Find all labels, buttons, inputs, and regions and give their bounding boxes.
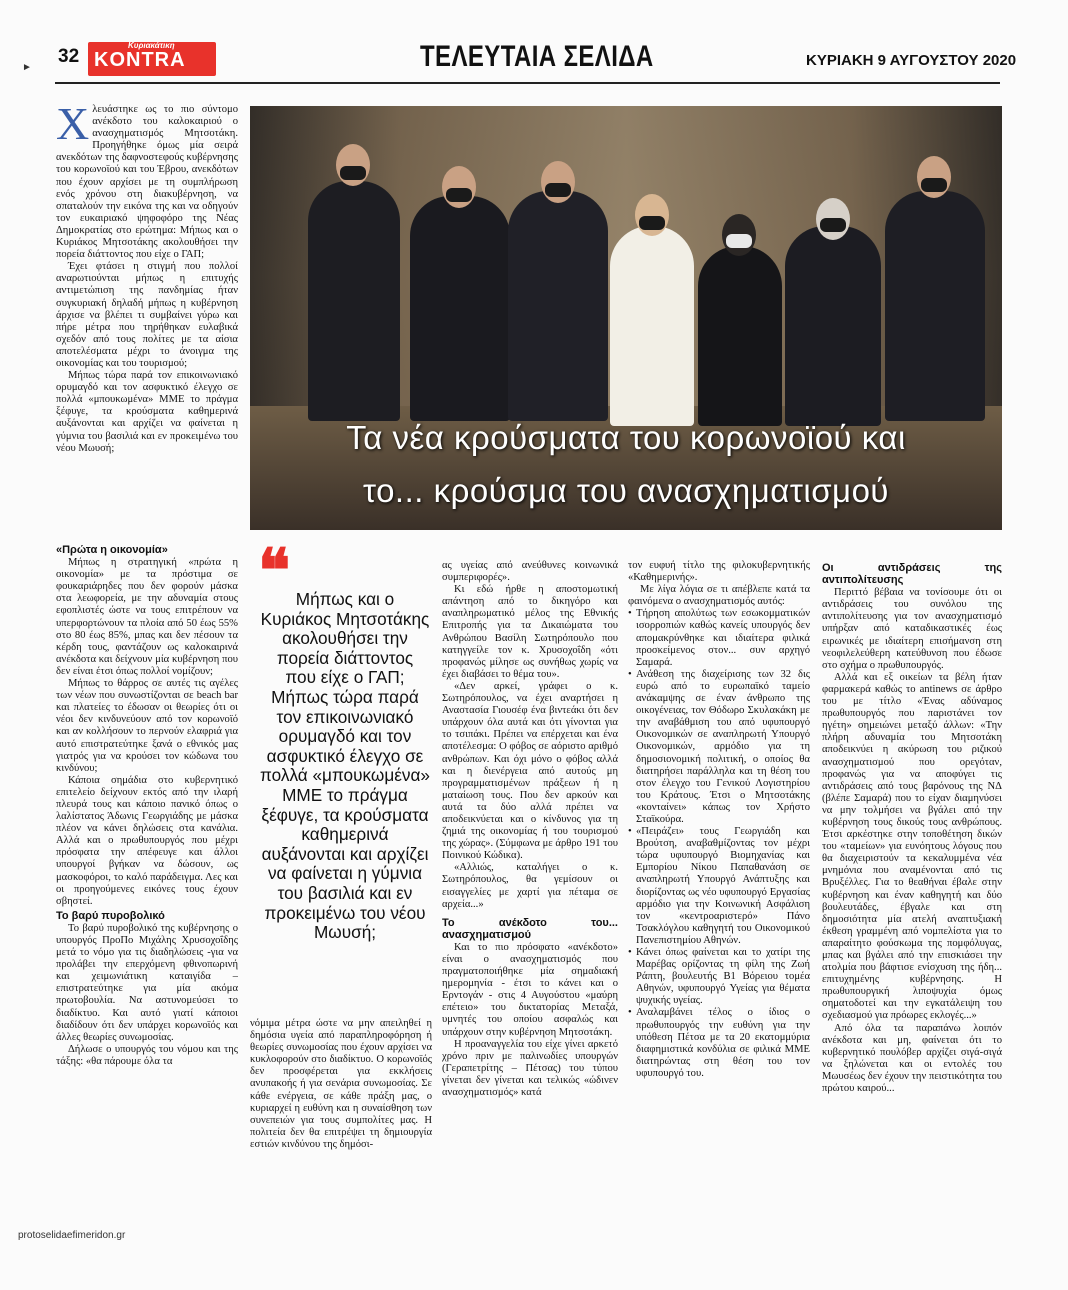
col1-paragraph-6: Κάποια σημάδια στο κυβερνητικό επιτελείο δείχνουν εκτός από την ιλαρή πλευρά τους και κάποιο πανικό όπως ο λαλίστατος Άδωνις Γεωργιάδης με μάσκα πλέον να κάνει δηλώσεις στα κανάλια. Αλλά και ο πρωθυπουργός που μέχρι πρόσφατα την απέφευγε και άλλοι υπουργοί βγήκαν να δώσουν, ως μασκοφόροι, το καλό παράδειγμα. Λες και οι προηγούμενες εικόνες τους έχουν σβηστεί. <box>56 774 238 907</box>
person-1 <box>308 181 400 421</box>
col3-paragraph-3: «Δεν αρκεί, γράφει ο κ. Σωτηρόπουλος, να έχει αναρτήσει η Αναστασία Γιουσέφ ένα βιντεάκι ότι δεν υπάρχουν όλα αυτά και ότι γίνονται για το τσιπάκι. Πρέπει να επέρχεται και ένα αποτέλεσμα: Ο φόβος σε αόριστο αριθμό ανθρώπων. Και όχι μόνο ο φόβος αλλά και η διενέργεια από αυτούς μη προγραμματισμένων πράξεων ή η ματαίωση τους. Που δεν αρκούν και αυτά τα δύο αλλά πρέπει να αποδεικνύεται και ο κίνδυνος για τη ζημιά της οικονομίας ή του τουρισμού της χώρας». (Σύμφωνα με άρθρο 191 του Ποινικού Κώδικα). <box>442 680 618 862</box>
subhead-opposition-reactions: Οι αντιδράσεις της αντιπολίτευσης <box>822 562 1002 587</box>
column-3 <box>442 560 618 1210</box>
col4-bullet-5: • Αναλαμβάνει τέλος ο ίδιος ο πρωθυπουργός την ευθύνη για την υπόθεση Πέτσα με τα 20 εκατομμύρια διαφημιστικά κονδύλια σε φιλικά ΜΜΕ διατηρώντας στη θέση του τον υφυπουργό του. <box>628 1007 810 1080</box>
person-7 <box>885 191 985 421</box>
person-5-mask <box>726 234 752 248</box>
col2-paragraph: νόμιμα μέτρα ώστε να μην απειληθεί η δημόσια υγεία από παραπληροφόρηση ή θεωρίες συνωμοσίας που έχουν αρχίσει να κυκλοφορούν στο διαδίκτυο. Ο κορωνοϊός δεν προσφέρεται για εκκλήσεις ανυπακοής ή για σενάρια συνωμοσίας. Σε κάθε ενέργεια, σε κάθε πράξη μας, ο κυριαρχεί η ευθύνη και η συναίσθηση των συνεπειών για τους συμπολίτες μας. Η πολιτεία δεν θα επιτρέψει τη δημιουργία εστιών κινδύνου της δημόσι- <box>250 1018 432 1150</box>
logo-small-text: Κυριακάτικη <box>128 41 175 50</box>
section-title: ΤΕΛΕΥΤΑΙΑ ΣΕΛΙΔΑ <box>420 40 654 73</box>
column-2-lower <box>250 1018 432 1198</box>
headline-line-2: το... κρούσμα του ανασχηματισμού <box>363 472 889 509</box>
source-site: protoselidaefimeridon.gr <box>18 1230 126 1241</box>
col4-bullet-2: • Ανάθεση της διαχείρισης των 32 δις ευρώ από το ευρωπαϊκό ταμείο ανάκαμψης σε έναν άνθρωπο της οικογένειας, τον Θόδωρο Σκυλακάκη με την αναβάθμιση του από υφυπουργό Οικονομικών σε αναπληρωτή Υπουργό Οικονομικών, αρμόδιο για τη δημοσιονομική πολιτική, ο οποίος θα διατηρήσει παράλληλα και τη θέση του στον έλεγχο του Γενικού Λογιστηρίου του Κράτους. Έτσι ο Μητσοτάκης «κονταίνει» κάπως τον Χρήστο Σταϊκούρα. <box>628 669 810 826</box>
person-3 <box>508 191 608 421</box>
kontra-logo <box>88 42 216 76</box>
pull-quote: Μήπως και ο Κυριάκος Μητσοτάκης ακολουθήσει την πορεία διάττοντος που είχε ο ΓΑΠ; Μήπως τώρα παρά τον επικοινωνιακό ορυμαγδό και τον ασφυκτικό έλεγχο σε πολλά «μπουκωμένα» ΜΜΕ το πράγμα ξέφυγε, τα κρούσματα καθημερινά αυξάνονται και αρχίζει να φαίνεται η γύμνια του βασιλιά και εν προκειμένω του νέου Μωυσή; <box>260 589 430 943</box>
issue-date: ΚΥΡΙΑΚΗ 9 ΑΥΓΟΥΣΤΟΥ 2020 <box>806 52 1017 69</box>
person-2-mask <box>446 188 472 202</box>
quote-mark-icon: ❝ <box>258 538 291 604</box>
col3-paragraph-2: Κι εδώ ήρθε η αποστομωτική απάντηση από το δικηγόρο και αναπληρωματικό μέλος της Εθνικής Επιτροπής για τα Δικαιώματα του Ανθρώπου Βασίλη Σωτηρόπουλο που κατηγγείλε τον κ. Χρυσοχοΐδη «ότι προφανώς μίλησε ως συνήθως χωρίς να έχει διαβάσει το θέμα του». <box>442 584 618 680</box>
person-5 <box>698 246 782 426</box>
col5-paragraph-2: Αλλά και εξ οικείων τα βέλη ήταν φαρμακερά καθώς το antinews σε άρθρο του με τίτλο «Ένας αδύναμος πρωθυπουργός που παριστάνει τον ηγέτη» σημειώνει μεταξύ άλλων: «Την πλήρη αδυναμία του Μητσοτάκη αποδεικνύει η ακύρωση του ριζικού ανασχηματισμού που ορεγόταν, προφανώς για να αποφύγει τις αντιδράσεις από τους βαρόνους της ΝΔ (βλέπε Σαμαρά) που το είχαν διαμηνύσει να μην τολμήσει να βγάλει από την κυβέρνηση τους δικούς τους ανθρώπους. Έτσι αρκέστηκε στην τοποθέτηση δικών του «ταμείων» για ευνόητους λόγους που θα διαχειριστούν τα κεκαλυμμένα νέα μνημόνια που αναμένονται από τις Βρυξέλλες. Για το θεαθήναι έβαλε στην κυβέρνηση και έναν καθηγητή και δύο βουλευτάδες, έβγαλε και στη δημοσιότητα μία ατελή αναπτυξιακή έκθεση γραμμένη από νομπελίστα για το απαραίτητο φούσκωμα της πομφόλυγας, μπας και βγάλει από την επισκιάσει την ατολμία που βάφτισε ενίσχυση της ήδη... επιτυχημένης κυβέρνησης. Η πρωθυπουργική λιποψυχία όμως σηματοδοτεί και την εγκατάλειψη του σχεδιασμού για πρόωρες εκλογές...» <box>822 671 1002 1022</box>
col3-paragraph-6: Η προαναγγελία του είχε γίνει αρκετό χρόνο πριν με παλινωδίες υπουργών (Γεραπετρίτης – Πέτσας) του τύπου γίνεται δεν γίνεται και τελικώς «ώδινεν ανασχηματισμός» κατά <box>442 1038 618 1099</box>
subhead-reshuffle-joke: Το ανέκδοτο του... ανασχηματισμού <box>442 916 618 941</box>
column-1-lower <box>56 542 238 1210</box>
column-4 <box>628 560 810 1210</box>
person-1-mask <box>340 166 366 180</box>
cabinet-photo <box>250 106 1002 530</box>
column-5 <box>822 560 1002 1210</box>
col1-paragraph-7: Το βαρύ πυροβολικό της κυβέρνησης ο υπουργός ΠροΠο Μιχάλης Χρυσοχοΐδης μετά το νόμο για τις διαδηλώσεις -για να προλάβει την επερχόμενη φθινοπωρινή και χειμωνιάτικη καταιγίδα – επιστρατεύτηκε για μία ακόμα πρωτοβουλία. Να αστυνομεύσει το διαδίκτυο. Και αυτό γιατί κάποιοι διαδίδουν ότι δεν υπάρχει κορωνοϊός και άλλες θεωρίες συνωμοσίας. <box>56 922 238 1043</box>
headline-line-1: Τα νέα κρούσματα του κορωνοϊού και <box>346 419 906 456</box>
col4-paragraph-1: τον ευφυή τίτλο της φιλοκυβερνητικής «Καθημερινής». <box>628 560 810 584</box>
page-number: 32 <box>58 46 80 67</box>
person-4 <box>610 226 694 426</box>
col4-paragraph-2: Με λίγα λόγια σε τι απέβλεπε κατά τα φαινόμενα ο ανασχηματισμός αυτός: <box>628 584 810 608</box>
col1-intro: λευάστηκε ως το πιο σύντομο ανέκδοτο του καλοκαιριού ο ανασχηματισμός Μητσοτάκη. Προηγήθηκε όμως μία σειρά ανεκδότων της δαφνοστεφούς κυβέρνησης του κορωνοϊού και του Έβρου, ανεκδότων που έχουν αρχίσει με τη συμπλήρωση ενός χρόνου στη διακυβέρνηση, να σπαταλούν την εικόνα της και να οδηγούν τον ευκαιριακό ψηφοφόρο της Νέας Δημοκρατίας στο ερώτημα: Μήπως και ο Κυριάκος Μητσοτάκης ακολουθήσει την πορεία διάττοντος που είχε ο ΓΑΠ; <box>56 104 238 261</box>
col3-paragraph-5: Και το πιο πρόσφατο «ανέκδοτο» είναι ο ανασχηματισμός που πραγματοποιήθηκε μία σημαδιακή ημερομηνία - έτσι το κάνει και ο Ερντογάν - στις 4 Αυγούστου «μαύρη επέτειο» του δικτατορίας Μεταξά, υμνητές του οποίου ασφαλώς και υπάρχουν στην κυβέρνηση Μητσοτάκη. <box>442 941 618 1038</box>
subhead-economy: «Πρώτα η οικονομία» <box>56 544 168 556</box>
column-1-upper <box>56 104 238 534</box>
col4-bullet-4: • Κάνει όπως φαίνεται και το χατίρι της Μαρέβας ορίζοντας τη φίλη της Ζωή Ράπτη, βουλευτής Β1 Βόρειου τομέα Αθηνών, υφυπουργό Υγείας για θέματα ψυχικής υγείας. <box>628 947 810 1007</box>
logo-main-text: KONTRA <box>94 49 186 71</box>
margin-arrow-icon: ► <box>22 62 32 73</box>
person-2 <box>410 196 510 421</box>
col3-paragraph-4: «Αλλιώς, καταλήγει ο κ. Σωτηρόπουλος, θα γεμίσουν οι εισαγγελίες με χαρτί για πέταμα σε αρχεία...» <box>442 862 618 910</box>
dropcap: Χ <box>56 104 90 149</box>
person-6-mask <box>820 218 846 232</box>
header-rule <box>55 82 1000 84</box>
col4-bullet-1: • Τήρηση απολύτως των εσωκομματικών ισορροπιών καθώς κανείς υπουργός δεν απομακρύνθηκε και ιδιαίτερα φιλικά προσκείμενος στον... συν αρχηγό Σαμαρά. <box>628 608 810 668</box>
subhead-heavy-artillery: Το βαρύ πυροβολικό <box>56 909 165 922</box>
col1-paragraph-3: Μήπως τώρα παρά τον επικοινωνιακό ορυμαγδό και τον ασφυκτικό έλεγχο σε πολλά «μπουκωμένα» ΜΜΕ το πράγμα ξέφυγε, τα κρούσματα καθημερινά αυξάνονται και αρχίζει να φαίνεται η γύμνια του βασιλιά και εν προκειμένω του νέου Μωυσή; <box>56 370 238 454</box>
person-7-mask <box>921 178 947 192</box>
person-6 <box>785 226 881 426</box>
col5-paragraph-1: Περιττό βέβαια να τονίσουμε ότι οι αντιδράσεις του συνόλου της αντιπολίτευσης για τον ανασχηματισμό υπήρξαν από καταδικαστικές έως ειρωνικές με ιδιαίτερη επισήμανση στη νεοφιλελεύθερη κατεύθυνση που έδωσε στο σχήμα ο πρωθυπουργός. <box>822 587 1002 671</box>
col5-paragraph-3: Από όλα τα παραπάνω λοιπόν ανέκδοτα και μη, φαίνεται ότι το κυβερνητικό πουλόβερ αρχίζει σιγά-σιγά να ξηλώνεται και οι εντολές του Μωυσέως δεν έχουν την πειστικότητα του πρώτου καιρού... <box>822 1022 1002 1095</box>
person-4-mask <box>639 216 665 230</box>
col1-paragraph-2: Έχει φτάσει η στιγμή που πολλοί αναρωτιούνται μήπως η επιτυχής αντιμετώπιση της πανδημίας ήταν συγκυριακή δηλαδή μήπως η κυβέρνηση άρχισε να βλέπει τι συμβαίνει γύρω και πήρε μέτρα που τηρήθηκαν ευλαβικά σχεδόν από τους πολίτες με τα αίσια αποτελέσματα μέχρι το άνοιγμα της οικονομίας και του τουρισμού; <box>56 261 238 369</box>
col1-paragraph-5: Μήπως το θάρρος σε αυτές τις αγέλες των νέων που συνωστίζονται σε beach bar και πλατείες το έδωσαν οι θεωρίες ότι οι νέοι δεν κινδυνεύουν από τον κορωνοϊό και αν κολλήσουν το περνούν ελαφριά για αυτό επιστρατεύτηκε ξανά ο εθνικός μας γιατρός για να κρούσει τον κώδωνα του κινδύνου; <box>56 678 238 774</box>
col1-paragraph-4: Μήπως η στρατηγική «πρώτα η οικονομία» με τα πρόστιμα σε φουκαριάρηδες που δεν φορούν μάσκα στα λεωφορεία, με την αδυναμία στους εφοπλιστές ώστε να τους επιτρέπουν να υπερφορτώνουν τα πλοία από 50 έως 55% στο 80 έως 85%, μπας και δεν πέσουν τα κέρδη τους, φαντάζουν ως καλοκαιρινά ανέκδοτα και δείχνουν μία κυβέρνηση που δεν είναι έτσι όπως πολλοί νομίζουν; <box>56 557 238 677</box>
col1-paragraph-8: Δήλωσε ο υπουργός του νόμου και της τάξης: «θα πάρουμε όλα τα <box>56 1043 238 1067</box>
col4-bullet-3: • «Πειράζει» τους Γεωργιάδη και Βρούτση, αναβαθμίζοντας τον μέχρι τώρα υφυπουργό Βιομηχανίας και Εμπορίου Νίκου Παπαθανάση σε αναπληρωτή Υπουργό Ανάπτυξης και διορίζοντας ως νέο υφυπουργό Εργασίας αρμόδιο για την Κοινωνική Ασφάλιση τον «κεντροαριστερό» Πάνο Τσακλόγλου καθηγητή του Οικονομικού Πανεπιστημίου Αθηνών. <box>628 826 810 947</box>
person-3-mask <box>545 183 571 197</box>
col3-paragraph-1: ας υγείας από ανεύθυνες κοινωνικά συμπεριφορές». <box>442 560 618 584</box>
